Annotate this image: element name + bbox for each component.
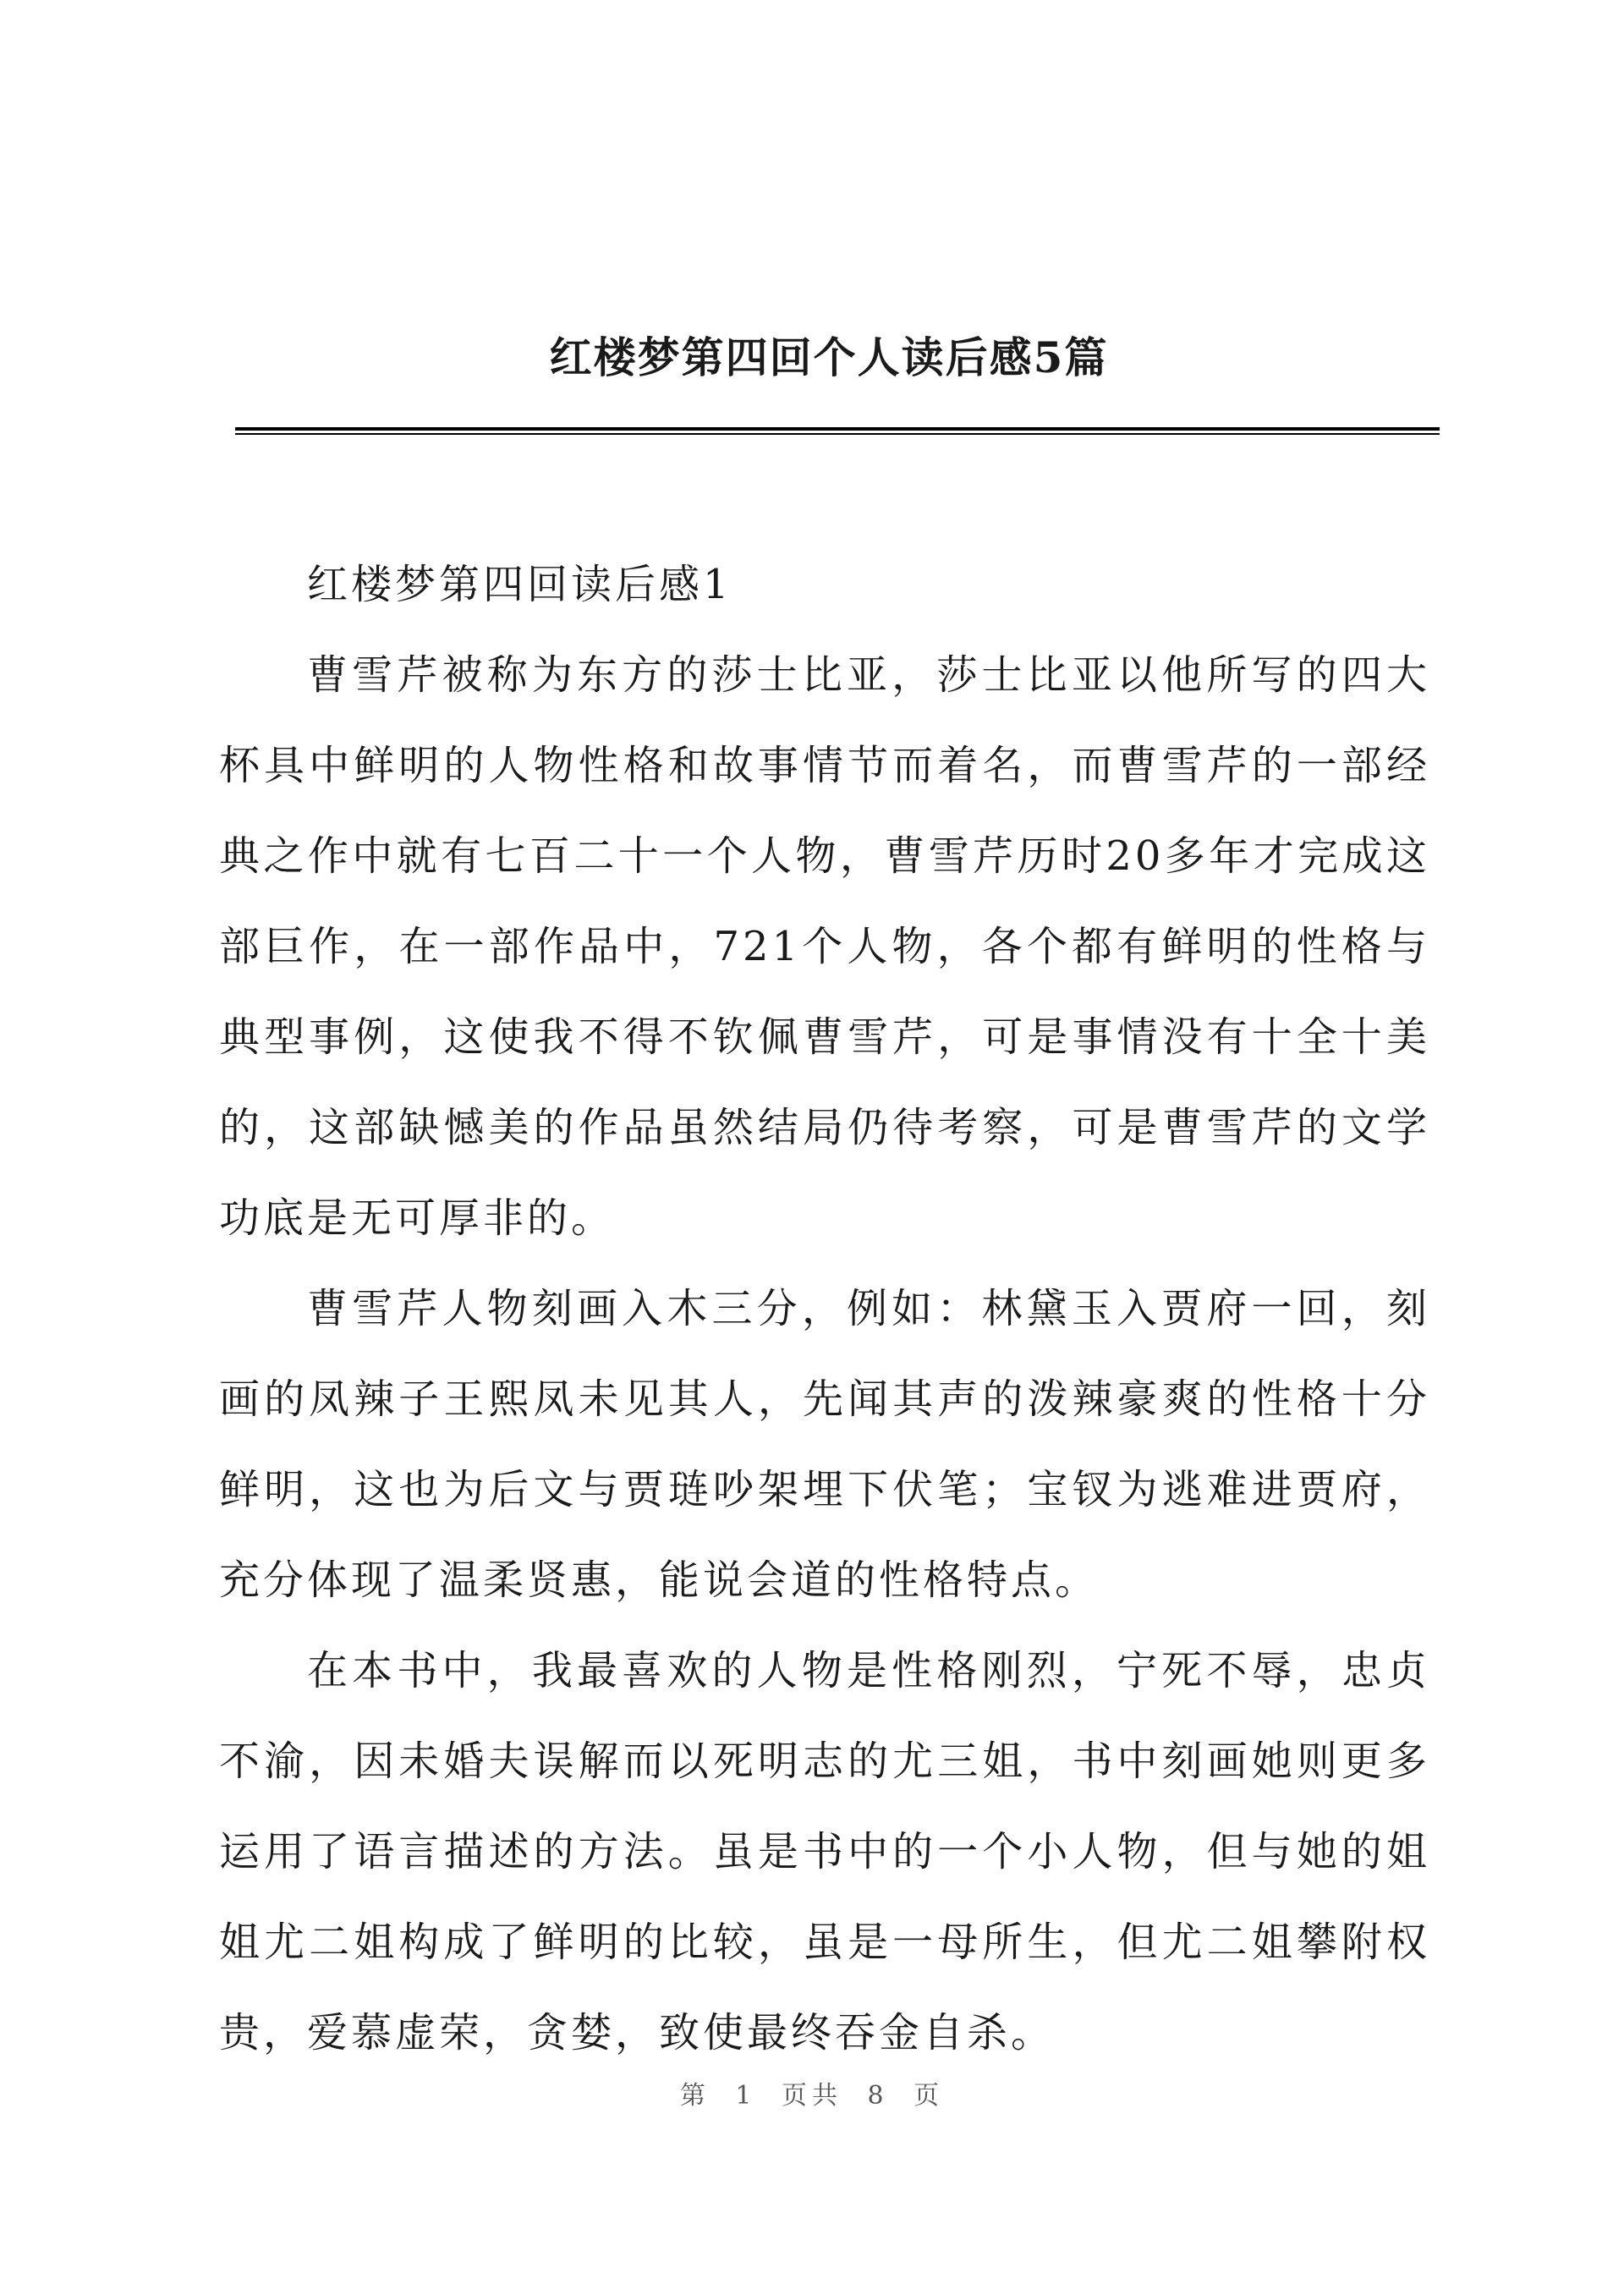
document-body [219, 540, 1430, 2078]
paragraph-3: 在本书中，我最喜欢的人物是性格刚烈，宁死不辱，忠贞不渝，因未婚夫误解而以死明志的尤三姐，书中刻画她则更多运用了语言描述的方法。虽是书中的一个小人物，但与她的姐姐尤二姐构成了鲜明的比较，虽是一母所生，但尤二姐攀附权贵，爱慕虚荣，贪婪，致使最终吞金自杀。 [219, 1647, 1430, 2056]
page-footer: 第 1 页共 8 页 [679, 2081, 945, 2111]
document-title: 红楼梦第四回个人读后感5篇 [549, 332, 1109, 382]
title-divider [235, 427, 1440, 435]
section-heading: 红楼梦第四回读后感1 [307, 561, 732, 608]
divider-thick-line [235, 427, 1440, 431]
paragraph-2: 曹雪芹人物刻画入木三分，例如：林黛玉入贾府一回，刻画的凤辣子王熙凤未见其人，先闻其声的泼辣豪爽的性格十分鲜明，这也为后文与贾琏吵架埋下伏笔；宝钗为逃难进贾府，充分体现了温柔贤惠，能说会道的性格特点。 [219, 1285, 1430, 1604]
divider-thin-line [235, 433, 1440, 435]
paragraph-1: 曹雪芹被称为东方的莎士比亚，莎士比亚以他所写的四大杯具中鲜明的人物性格和故事情节而着名，而曹雪芹的一部经典之作中就有七百二十一个人物，曹雪芹历时20多年才完成这部巨作，在一部作品中，721个人物，各个都有鲜明的性格与典型事例，这使我不得不钦佩曹雪芹，可是事情没有十全十美的，这部缺憾美的作品虽然结局仍待考察，可是曹雪芹的文学功底是无可厚非的。 [219, 651, 1430, 1242]
